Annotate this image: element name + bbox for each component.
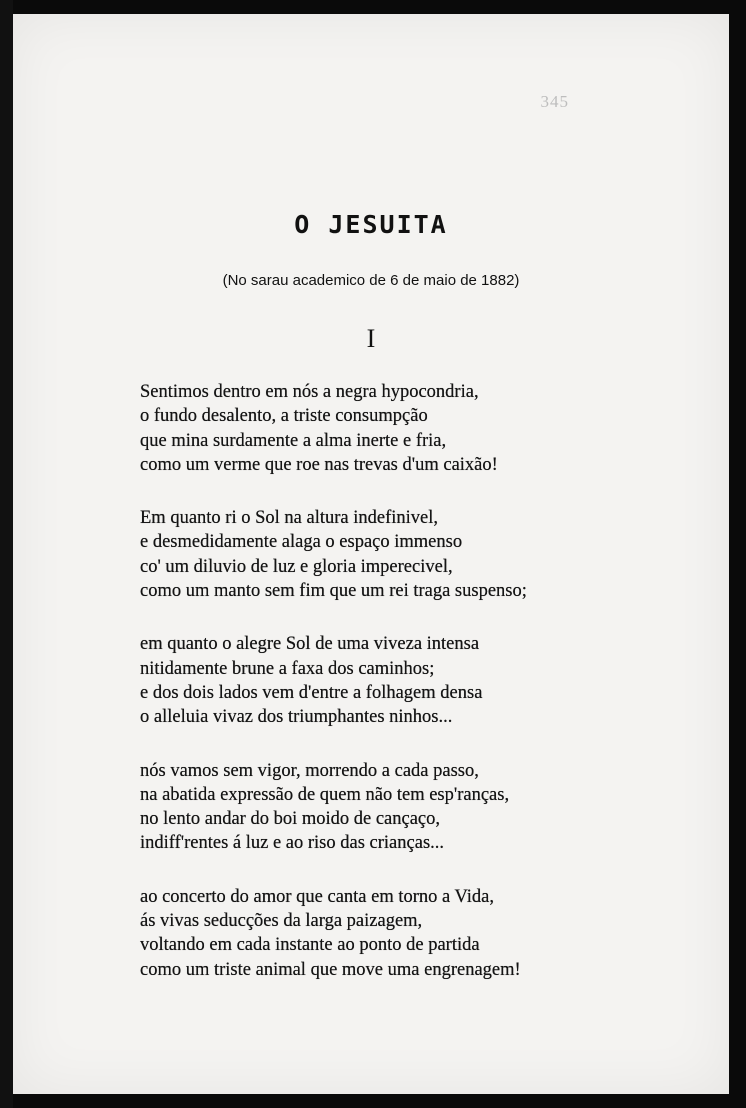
verse-line: na abatida expressão de quem não tem esp'ranças, <box>140 784 510 805</box>
verse-line: voltando em cada instante ao ponto de partida <box>140 935 480 956</box>
section-number: I <box>366 324 376 353</box>
verse-line: no lento andar do boi moido de cançaço, <box>140 809 441 830</box>
verse-line: ás vivas seducções da larga paizagem, <box>140 911 423 932</box>
poem-title: O JESUITA <box>294 210 448 239</box>
verse-line: ao concerto do amor que canta em torno a Vida, <box>140 886 495 907</box>
stanza-1 <box>140 380 610 477</box>
verse-line: indiff'rentes á luz e ao riso das crianças... <box>140 833 445 854</box>
verse-line: em quanto o alegre Sol de uma viveza intensa <box>140 634 480 655</box>
stanza-3 <box>140 632 610 729</box>
verse-line: o fundo desalento, a triste consumpção <box>140 406 428 427</box>
page-number: 345 <box>540 92 569 111</box>
verse-line: nitidamente brune a faxa dos caminhos; <box>140 658 435 679</box>
poem-body <box>140 380 610 1011</box>
verse-line: e dos dois lados vem d'entre a folhagem densa <box>140 682 483 703</box>
verse-line: e desmedidamente alaga o espaço immenso <box>140 532 463 553</box>
scan-left-edge <box>0 0 13 1108</box>
verse-line: Em quanto ri o Sol na altura indefinivel, <box>140 508 438 529</box>
verse-line: o alleluia vivaz dos triumphantes ninhos... <box>140 707 453 728</box>
poem-subtitle: (No sarau academico de 6 de maio de 1882) <box>222 272 520 289</box>
verse-line: como um verme que roe nas trevas d'um caixão! <box>140 454 498 475</box>
verse-line: co' um diluvio de luz e gloria imperecivel, <box>140 556 453 577</box>
verse-line: nós vamos sem vigor, morrendo a cada passo, <box>140 760 479 781</box>
verse-line: Sentimos dentro em nós a negra hypocondria, <box>140 382 479 402</box>
book-page <box>13 14 729 1094</box>
verse-line: como um triste animal que move uma engrenagem! <box>140 959 521 980</box>
verse-line: como um manto sem fim que um rei traga suspenso; <box>140 581 527 602</box>
stanza-2 <box>140 506 610 603</box>
stanza-5 <box>140 885 610 982</box>
stanza-4 <box>140 759 610 856</box>
verse-line: que mina surdamente a alma inerte e fria, <box>140 430 447 451</box>
